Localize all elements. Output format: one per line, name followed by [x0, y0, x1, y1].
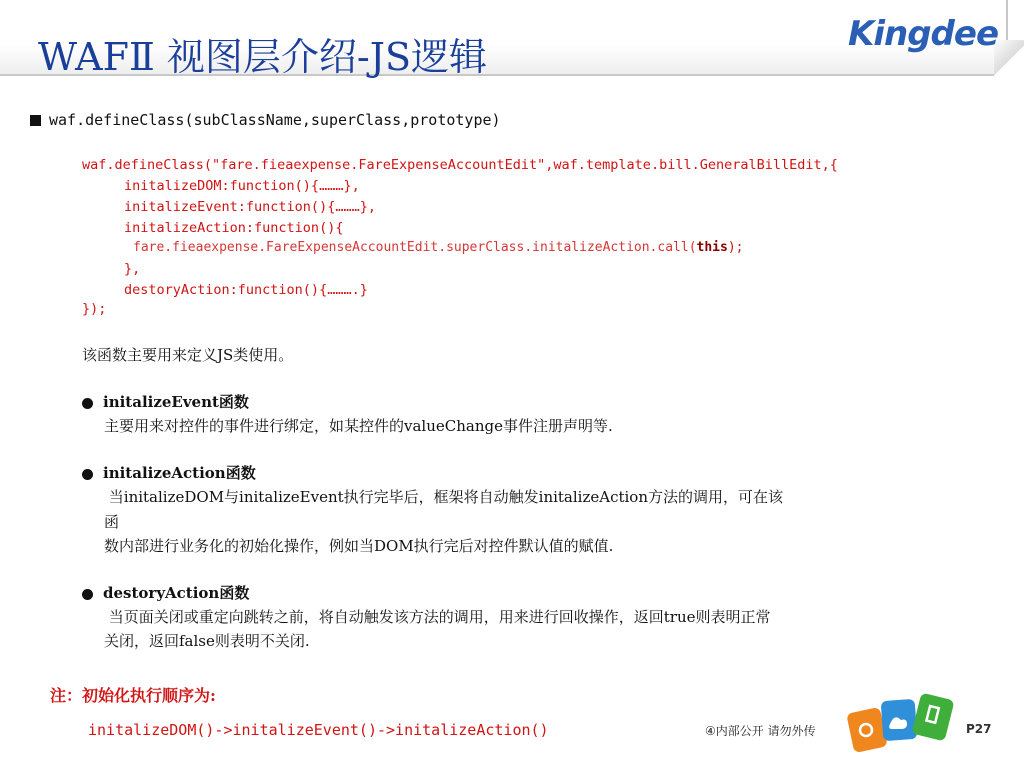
section-1-title [82, 391, 249, 412]
section-3-line-2: 关闭，返回false则表明不关闭. [104, 632, 310, 650]
page-curl [994, 40, 1024, 80]
section-2-title-text: initalizeAction函数 [103, 464, 256, 482]
description: 该函数主要用来定义JS类使用。 [82, 346, 294, 364]
bullet-dot-icon [82, 469, 93, 480]
section-2-line-3: 数内部进行业务化的初始化操作，例如当DOM执行完后对控件默认值的赋值. [104, 537, 614, 555]
kingdee-logo: Kingdee [848, 14, 999, 54]
signature-text: waf.defineClass(subClassName,superClass,prototype) [49, 111, 501, 129]
code-line-5-call: fare.fieaexpense.FareExpenseAccountEdit.superClass.initalizeAction.call( [133, 240, 697, 255]
section-2-title [82, 462, 256, 483]
code-line-5-this: this [696, 240, 728, 255]
section-1-title-text: initalizeEvent函数 [103, 393, 249, 411]
decorative-cubes-icon [846, 690, 956, 760]
section-3-title [82, 582, 249, 603]
bullet-dot-icon [82, 398, 93, 409]
slide-title: WAFⅡ 视图层介绍-JS逻辑 [38, 35, 487, 79]
section-1-line-1: 主要用来对控件的事件进行绑定，如某控件的valueChange事件注册声明等. [104, 417, 613, 435]
code-line-2: initalizeDOM:function(){………}, [124, 178, 360, 194]
green-cube-icon [911, 693, 954, 742]
code-line-4: initalizeAction:function(){ [124, 220, 344, 236]
note-order: initalizeDOM()->initalizeEvent()->initalizeAction() [88, 721, 549, 739]
code-line-1: waf.defineClass("fare.fieaexpense.FareExpenseAccountEdit",waf.template.bill.GeneralBillEdit,{ [82, 157, 838, 173]
code-line-5-end: ); [727, 240, 744, 255]
note-title: 注：初始化执行顺序为: [50, 686, 216, 705]
confidential-label: ④内部公开 请勿外传 [705, 724, 816, 738]
signature-line [30, 111, 501, 129]
blue-cube-icon [881, 699, 918, 741]
page-number: P27 [966, 722, 992, 736]
code-line-7: destoryAction:function(){……….} [124, 282, 368, 298]
section-3-line-1: 当页面关闭或重定向跳转之前，将自动触发该方法的调用，用来进行回收操作，返回true则表明正常 [104, 608, 771, 626]
slide-header [0, 0, 1024, 80]
code-line-6: }, [124, 261, 141, 277]
section-3-title-text: destoryAction函数 [103, 584, 250, 602]
code-line-8: }); [82, 301, 107, 317]
section-2-line-2: 函 [104, 513, 120, 531]
code-line-5 [133, 240, 744, 255]
code-line-3: initalizeEvent:function(){………}, [124, 199, 376, 215]
bullet-dot-icon [82, 589, 93, 600]
section-2-line-1: 当initalizeDOM与initalizeEvent执行完毕后，框架将自动触发initalizeAction方法的调用，可在该 [104, 488, 783, 506]
square-bullet-icon [30, 115, 41, 126]
